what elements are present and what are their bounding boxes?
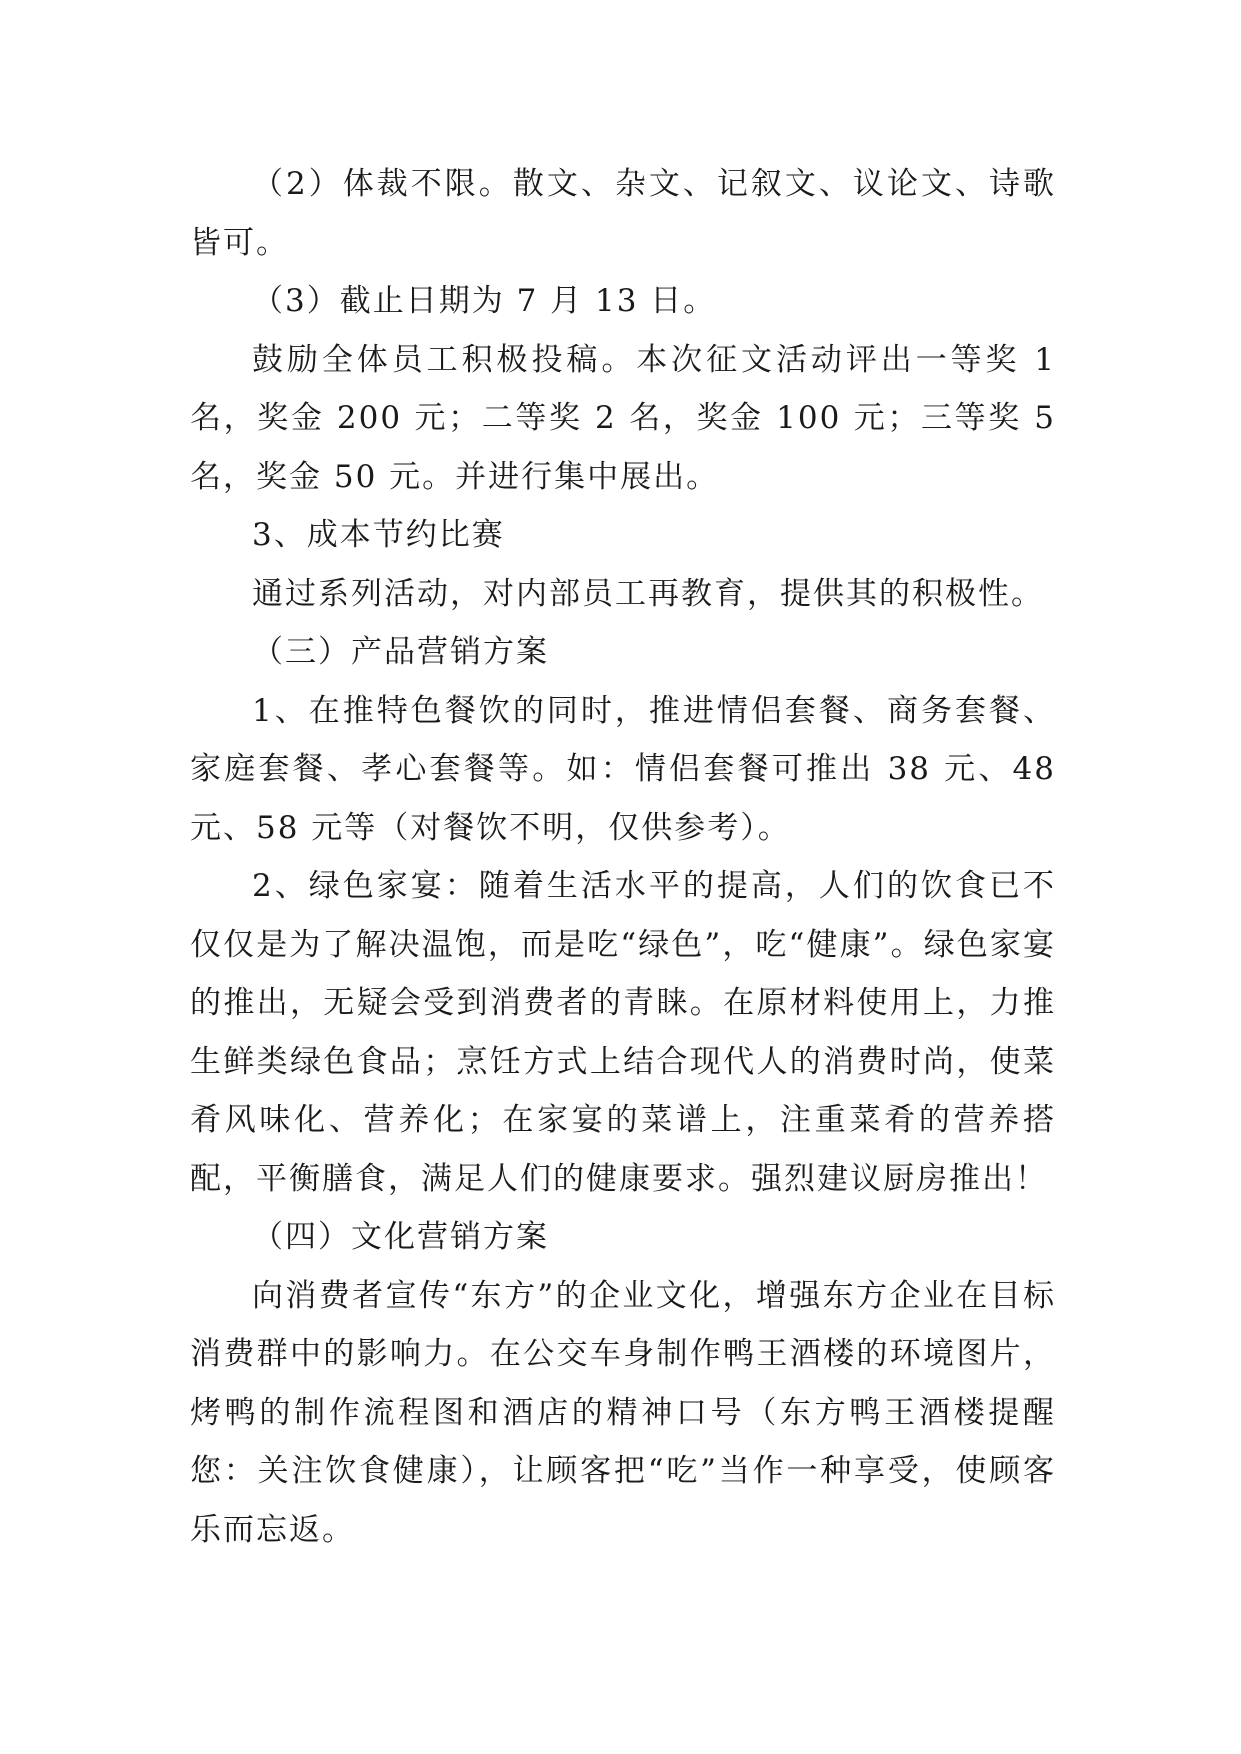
paragraph-genre-rule: （2）体裁不限。散文、杂文、记叙文、议论文、诗歌皆可。: [190, 166, 1056, 261]
paragraph-set-meals: 1、在推特色餐饮的同时，推进情侣套餐、商务套餐、家庭套餐、孝心套餐等。如：情侣套餐可推出 38 元、48 元、58 元等（对餐饮不明，仅供参考）。: [190, 692, 1056, 846]
heading-cost-saving-contest: 3、成本节约比赛: [252, 517, 505, 553]
heading-product-marketing: （三）产品营销方案: [252, 634, 549, 670]
document-body: [190, 155, 1056, 1559]
paragraph-corporate-culture: 向消费者宣传“东方”的企业文化，增强东方企业在目标消费群中的影响力。在公交车身制作鸭王酒楼的环境图片，烤鸭的制作流程图和酒店的精神口号（东方鸭王酒楼提醒您：关注饮食健康），让顾客把“吃”当作一种享受，使顾客乐而忘返。: [190, 1277, 1056, 1548]
paragraph-awards: 鼓励全体员工积极投稿。本次征文活动评出一等奖 1 名，奖金 200 元；二等奖 2 名，奖金 100 元；三等奖 5 名，奖金 50 元。并进行集中展出。: [190, 341, 1056, 495]
heading-cultural-marketing: （四）文化营销方案: [252, 1219, 549, 1255]
paragraph-staff-education: 通过系列活动，对内部员工再教育，提供其的积极性。: [252, 575, 1044, 612]
paragraph-deadline: （3）截止日期为 7 月 13 日。: [252, 283, 717, 319]
paragraph-green-banquet: 2、绿色家宴：随着生活水平的提高，人们的饮食已不仅仅是为了解决温饱，而是吃“绿色”，吃“健康”。绿色家宴的推出，无疑会受到消费者的青睐。在原材料使用上，力推生鲜类绿色食品；烹饪方式上结合现代人的消费时尚，使菜肴风味化、营养化；在家宴的菜谱上，注重菜肴的营养搭配，平衡膳食，满足人们的健康要求。强烈建议厨房推出！: [190, 868, 1056, 1197]
